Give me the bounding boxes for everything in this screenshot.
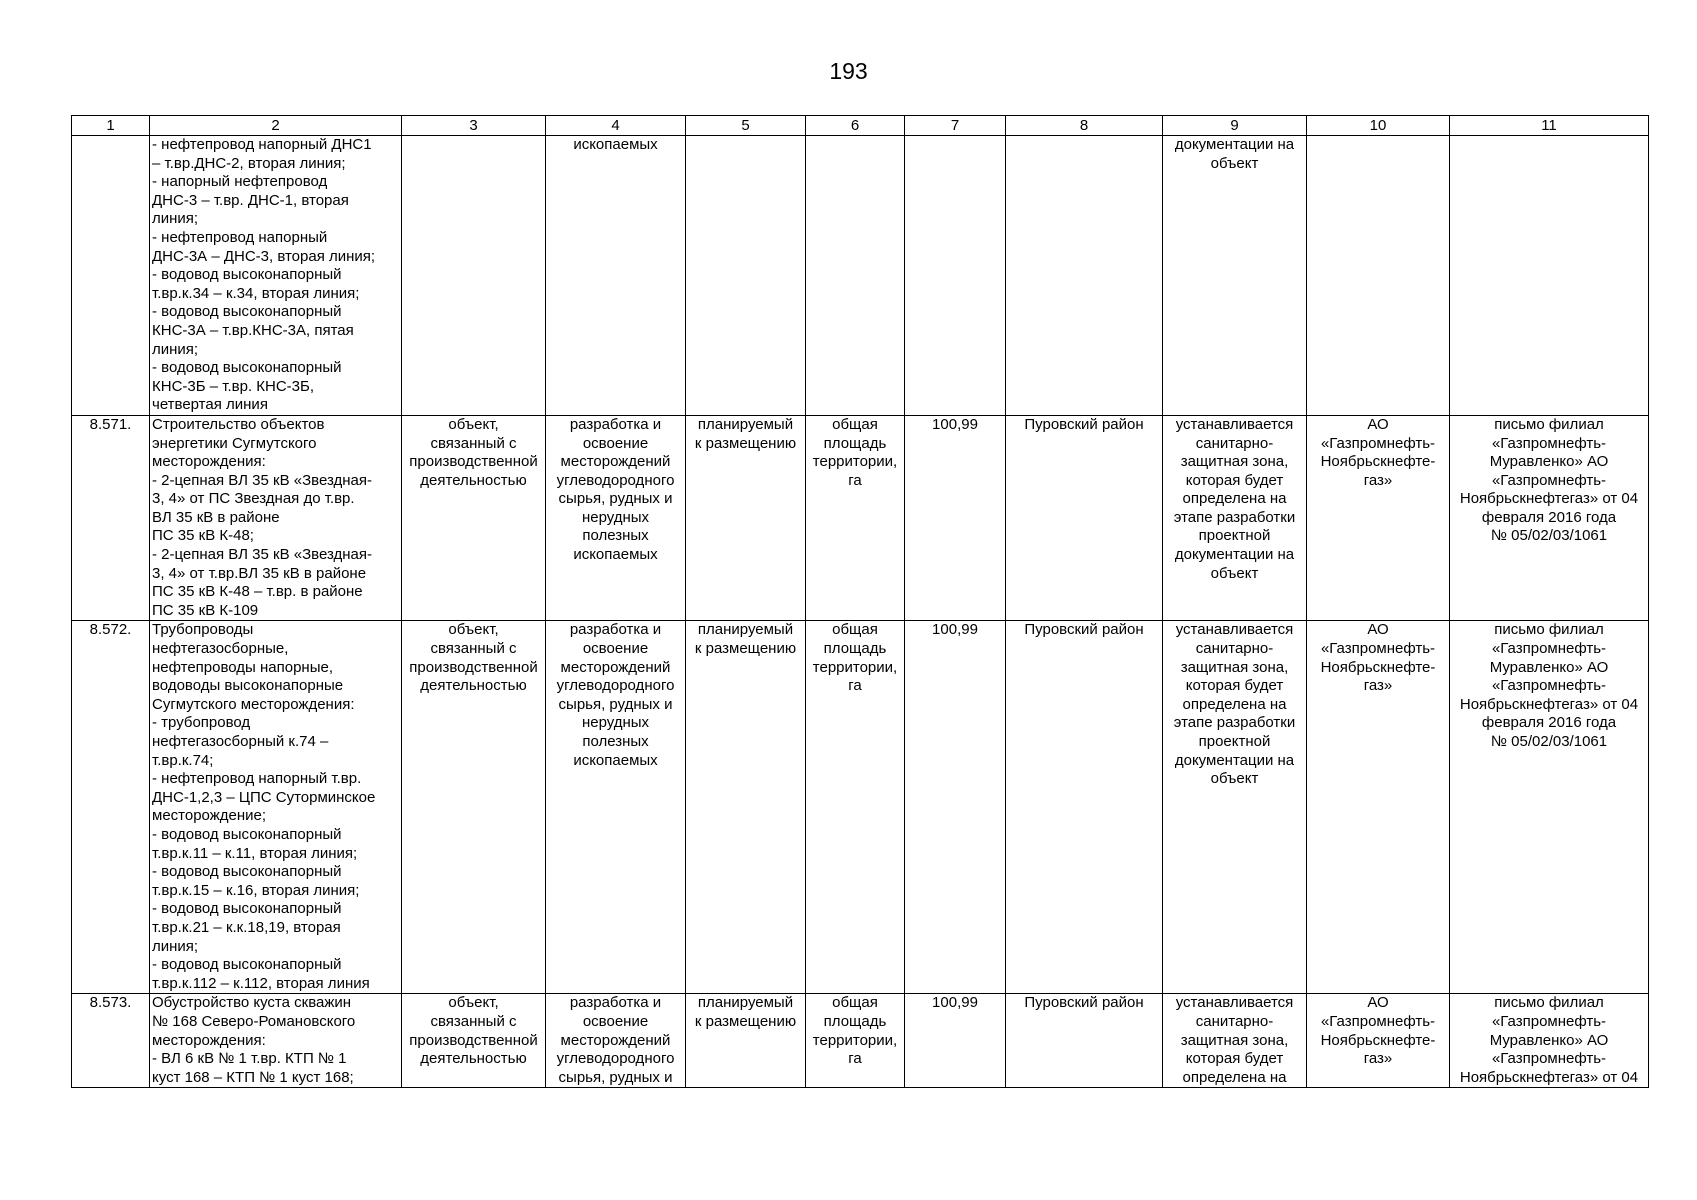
cell-text-line: - ВЛ 6 кВ № 1 т.вр. КТП № 1 [152,1050,347,1068]
cell-text-line: территории, [812,453,898,471]
cell-text-line: 8.573. [89,994,132,1012]
cell-text-line: нефтепроводы напорные, [152,658,334,676]
cell-text-line: санитарно- [1195,434,1274,452]
cell-text-line: газ» [1363,1050,1393,1068]
cell-text-line: ископаемых [573,751,658,769]
cell-text-line: сырья, рудных и [558,1068,673,1086]
location-cell [1006,136,1163,416]
cell-text-line: площадь [823,434,887,452]
cell-text-line: разработка и [569,415,662,433]
cell-text-line: месторождений [560,1031,671,1049]
cell-text-line: определена на [1182,1068,1287,1086]
cell-text-line: 100,99 [932,621,978,639]
objects-table [71,115,1649,1088]
cell-text-line: № 05/02/03/1061 [1490,527,1608,545]
cell-text-line: сырья, рудных и [558,490,673,508]
cell-text-line: объект, [448,415,499,433]
purpose-cell [546,415,686,621]
cell-text-line: производственной [409,658,538,676]
characteristic-cell [806,136,905,416]
cell-text-line: планируемый [697,994,794,1012]
cell-text-line: Ноябрьскнефтегаз» от 04 [1459,1068,1639,1086]
value-cell [905,415,1006,621]
cell-text-line: общая [832,621,878,639]
cell-text-line: нерудных [581,508,650,526]
cell-text-line: га [848,471,862,489]
object-name-cell [150,415,402,621]
status-cell [686,621,806,994]
value-cell [905,621,1006,994]
cell-text-line: к размещению [694,1012,797,1030]
status-cell [686,136,806,416]
column-header: 7 [905,116,1006,136]
cell-text-line: разработка и [569,994,662,1012]
zone-cell [1163,415,1307,621]
cell-text-line: - водовод высоконапорный [152,266,342,284]
cell-text-line: устанавливается [1175,621,1294,639]
object-type-cell [402,621,546,994]
status-cell [686,415,806,621]
cell-text-line: КНС-3А – т.вр.КНС-3А, пятая [152,321,354,339]
cell-text-line: определена на [1182,695,1287,713]
cell-text-line: - нефтепровод напорный т.вр. [152,770,362,788]
cell-text-line: Строительство объектов [152,415,325,433]
cell-text-line: планируемый [697,415,794,433]
cell-text-line: нерудных [581,714,650,732]
cell-text-line: санитарно- [1195,1012,1274,1030]
page-number: 193 [829,58,868,84]
cell-text-line: которая будет [1185,677,1284,695]
cell-text-line: защитная зона, [1180,453,1289,471]
cell-text-line: Пуровский район [1024,994,1144,1012]
cell-text-line: объект [1210,770,1259,788]
cell-text-line: Обустройство куста скважин [152,994,352,1012]
cell-text-line: территории, [812,658,898,676]
column-header: 1 [72,116,150,136]
cell-text-line: месторождений [560,658,671,676]
cell-text-line: февраля 2016 года [1481,714,1617,732]
cell-text-line: документации на [1174,751,1295,769]
cell-text-line: Пуровский район [1024,621,1144,639]
cell-text-line: проектной [1198,527,1271,545]
cell-text-line: - водовод высоконапорный [152,863,342,881]
location-cell [1006,621,1163,994]
cell-text-line: разработка и [569,621,662,639]
cell-text-line: объект, [448,621,499,639]
cell-text-line: Муравленко» АО [1489,453,1609,471]
cell-text-line: ДНС-3А – ДНС-3, вторая линия; [152,247,376,265]
table-row [72,415,1649,621]
cell-text-line: АО [1367,994,1389,1012]
column-header: 10 [1307,116,1450,136]
cell-text-line: месторождения: [152,1031,266,1049]
column-header: 9 [1163,116,1307,136]
zone-cell [1163,136,1307,416]
cell-text-line: га [848,1050,862,1068]
cell-text-line: этапе разработки [1173,508,1296,526]
cell-text-line: – т.вр.ДНС-2, вторая линия; [152,154,346,172]
cell-text-line: Ноябрьскнефте- [1320,1031,1436,1049]
purpose-cell [546,621,686,994]
cell-text-line: ВЛ 35 кВ в районе [152,508,280,526]
cell-text-line: Сугмутского месторождения: [152,695,355,713]
cell-text-line: освоение [582,640,649,658]
object-type-cell [402,136,546,416]
cell-text-line: документации на [1174,546,1295,564]
cell-text-line: АО [1367,415,1389,433]
cell-text-line: «Газпромнефть- [1491,677,1607,695]
purpose-cell [546,994,686,1088]
cell-text-line: ДНС-1,2,3 – ЦПС Суторминское [152,788,376,806]
cell-text-line: Трубопроводы [152,621,254,639]
table-row [72,994,1649,1088]
cell-text-line: т.вр.к.34 – к.34, вторая линия; [152,284,360,302]
column-header: 8 [1006,116,1163,136]
cell-text-line: документации на [1174,136,1295,153]
column-header: 5 [686,116,806,136]
location-cell [1006,415,1163,621]
row-number-cell [72,621,150,994]
cell-text-line: углеводородного [556,1050,675,1068]
cell-text-line: письмо филиал [1494,621,1604,639]
cell-text-line: АО [1367,621,1389,639]
cell-text-line: - напорный нефтепровод [152,173,328,191]
value-cell [905,994,1006,1088]
cell-text-line: линия; [152,340,199,358]
location-cell [1006,994,1163,1088]
cell-text-line: т.вр.к.15 – к.16, вторая линия; [152,881,360,899]
organization-cell [1307,994,1450,1088]
cell-text-line: водоводы высоконапорные [152,677,344,695]
cell-text-line: ПС 35 кВ К-48; [152,527,254,545]
cell-text-line: защитная зона, [1180,658,1289,676]
cell-text-line: площадь [823,1012,887,1030]
row-number-cell [72,994,150,1088]
cell-text-line: т.вр.к.112 – к.112, вторая линия [152,974,370,992]
table-row [72,136,1649,416]
cell-text-line: газ» [1363,677,1393,695]
cell-text-line: связанный с [430,640,517,658]
cell-text-line: деятельностью [420,1050,527,1068]
cell-text-line: № 168 Северо-Романовского [152,1012,356,1030]
cell-text-line: га [848,677,862,695]
status-cell [686,994,806,1088]
organization-cell [1307,621,1450,994]
cell-text-line: нефтегазосборный к.74 – [152,733,329,750]
characteristic-cell [806,994,905,1088]
cell-text-line: углеводородного [556,471,675,489]
basis-cell [1450,621,1649,994]
cell-text-line: этапе разработки [1173,714,1296,732]
cell-text-line: полезных [582,733,649,750]
cell-text-line: № 05/02/03/1061 [1490,733,1608,750]
cell-text-line: куст 168 – КТП № 1 куст 168; [152,1068,354,1086]
cell-text-line: 3, 4» от т.вр.ВЛ 35 кВ в районе [152,564,367,582]
zone-cell [1163,621,1307,994]
cell-text-line: - нефтепровод напорный [152,228,328,246]
object-name-cell [150,621,402,994]
cell-text-line: общая [832,994,878,1012]
cell-text-line: - водовод высоконапорный [152,359,342,377]
cell-text-line: 8.571. [89,415,132,433]
cell-text-line: Ноябрьскнефтегаз» от 04 [1459,490,1639,508]
cell-text-line: проектной [1198,733,1271,750]
cell-text-line: Ноябрьскнефтегаз» от 04 [1459,695,1639,713]
cell-text-line: 100,99 [932,415,978,433]
column-header: 2 [150,116,402,136]
cell-text-line: четвертая линия [152,396,268,414]
characteristic-cell [806,621,905,994]
cell-text-line: Муравленко» АО [1489,1031,1609,1049]
cell-text-line: связанный с [430,1012,517,1030]
column-header: 6 [806,116,905,136]
object-name-cell [150,994,402,1088]
cell-text-line: санитарно- [1195,640,1274,658]
cell-text-line: - нефтепровод напорный ДНС1 [152,136,372,153]
cell-text-line: полезных [582,527,649,545]
cell-text-line: 3, 4» от ПС Звездная до т.вр. [152,490,355,508]
cell-text-line: объект [1210,564,1259,582]
cell-text-line: месторождений [560,453,671,471]
cell-text-line: письмо филиал [1494,415,1604,433]
cell-text-line: связанный с [430,434,517,452]
cell-text-line: т.вр.к.11 – к.11, вторая линия; [152,844,358,862]
zone-cell [1163,994,1307,1088]
organization-cell [1307,415,1450,621]
cell-text-line: письмо филиал [1494,994,1604,1012]
cell-text-line: ископаемых [573,136,658,153]
cell-text-line: Муравленко» АО [1489,658,1609,676]
cell-text-line: 100,99 [932,994,978,1012]
cell-text-line: ПС 35 кВ К-48 – т.вр. в районе [152,583,363,601]
cell-text-line: освоение [582,434,649,452]
row-number-cell [72,415,150,621]
value-cell [905,136,1006,416]
cell-text-line: Ноябрьскнефте- [1320,453,1436,471]
column-header: 11 [1450,116,1649,136]
cell-text-line: месторождение; [152,807,267,825]
cell-text-line: деятельностью [420,471,527,489]
cell-text-line: - водовод высоконапорный [152,900,342,918]
cell-text-line: общая [832,415,878,433]
cell-text-line: «Газпромнефть- [1491,1012,1607,1030]
organization-cell [1307,136,1450,416]
basis-cell [1450,994,1649,1088]
cell-text-line: нефтегазосборные, [152,640,289,658]
cell-text-line: освоение [582,1012,649,1030]
cell-text-line: КНС-3Б – т.вр. КНС-3Б, [152,377,315,395]
cell-text-line: определена на [1182,490,1287,508]
cell-text-line: деятельностью [420,677,527,695]
cell-text-line: «Газпромнефть- [1491,471,1607,489]
cell-text-line: ПС 35 кВ К-109 [152,601,259,619]
cell-text-line: ископаемых [573,546,658,564]
cell-text-line: - водовод высоконапорный [152,303,342,321]
cell-text-line: - водовод высоконапорный [152,956,342,974]
cell-text-line: - 2-цепная ВЛ 35 кВ «Звездная- [152,546,372,564]
cell-text-line: линия; [152,210,199,228]
cell-text-line: 8.572. [89,621,132,639]
cell-text-line: которая будет [1185,1050,1284,1068]
cell-text-line: площадь [823,640,887,658]
column-header: 4 [546,116,686,136]
cell-text-line: «Газпромнефть- [1320,640,1436,658]
basis-cell [1450,415,1649,621]
cell-text-line: производственной [409,1031,538,1049]
cell-text-line: т.вр.к.74; [152,751,214,769]
cell-text-line: энергетики Сугмутского [152,434,317,452]
characteristic-cell [806,415,905,621]
cell-text-line: производственной [409,453,538,471]
cell-text-line: линия; [152,937,199,955]
cell-text-line: устанавливается [1175,994,1294,1012]
cell-text-line: ДНС-3 – т.вр. ДНС-1, вторая [152,191,349,209]
object-name-cell [150,136,402,416]
cell-text-line: сырья, рудных и [558,695,673,713]
object-type-cell [402,994,546,1088]
cell-text-line: объект, [448,994,499,1012]
header-row [72,116,1649,136]
cell-text-line: - 2-цепная ВЛ 35 кВ «Звездная- [152,471,372,489]
cell-text-line: газ» [1363,471,1393,489]
cell-text-line: февраля 2016 года [1481,508,1617,526]
cell-text-line: Ноябрьскнефте- [1320,658,1436,676]
purpose-cell [546,136,686,416]
object-type-cell [402,415,546,621]
cell-text-line: «Газпромнефть- [1491,434,1607,452]
cell-text-line: к размещению [694,640,797,658]
cell-text-line: т.вр.к.21 – к.к.18,19, вторая [152,918,341,936]
table-row [72,621,1649,994]
row-number-cell [72,136,150,416]
cell-text-line: к размещению [694,434,797,452]
cell-text-line: «Газпромнефть- [1491,640,1607,658]
cell-text-line: «Газпромнефть- [1491,1050,1607,1068]
column-header: 3 [402,116,546,136]
cell-text-line: планируемый [697,621,794,639]
cell-text-line: объект [1210,154,1259,172]
cell-text-line: защитная зона, [1180,1031,1289,1049]
cell-text-line: месторождения: [152,453,266,471]
cell-text-line: - трубопровод [152,714,251,732]
cell-text-line: которая будет [1185,471,1284,489]
cell-text-line: - водовод высоконапорный [152,825,342,843]
basis-cell [1450,136,1649,416]
cell-text-line: устанавливается [1175,415,1294,433]
cell-text-line: «Газпромнефть- [1320,1012,1436,1030]
cell-text-line: территории, [812,1031,898,1049]
cell-text-line: «Газпромнефть- [1320,434,1436,452]
cell-text-line: углеводородного [556,677,675,695]
cell-text-line: Пуровский район [1024,415,1144,433]
